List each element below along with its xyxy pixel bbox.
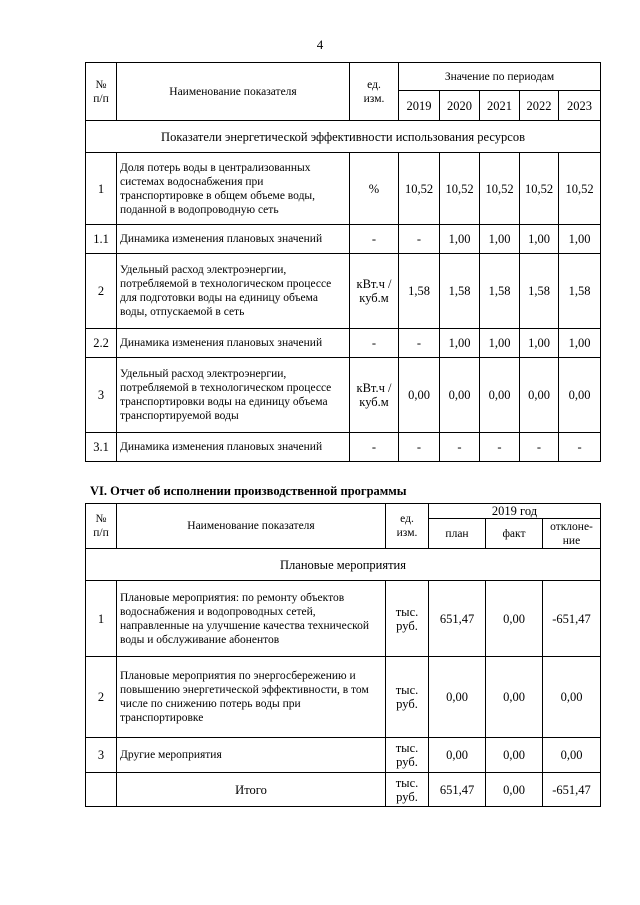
table-header-row xyxy=(86,63,601,91)
row-value: 1,58 xyxy=(559,254,601,329)
column-header-name: Наименование показателя xyxy=(117,504,386,549)
section-title-cell: Показатели энергетической эффективности использования ресурсов xyxy=(86,121,601,153)
total-number xyxy=(86,773,117,807)
row-unit: - xyxy=(350,225,399,254)
table-header-row xyxy=(86,504,601,519)
table-row xyxy=(86,657,601,738)
row-number: 3 xyxy=(86,358,117,433)
row-value: - xyxy=(559,433,601,462)
row-plan: 0,00 xyxy=(429,738,486,773)
row-value: - xyxy=(399,225,440,254)
production-program-report-table xyxy=(85,503,601,807)
row-name: Удельный расход электроэнергии, потребляемой в технологическом процессе транспортировки воды на единицу объема транспортируемой воды xyxy=(117,358,350,433)
column-header-unit: ед. изм. xyxy=(386,504,429,549)
row-value: - xyxy=(480,433,520,462)
column-header-year: 2019 год xyxy=(429,504,601,519)
row-value: 1,00 xyxy=(440,329,480,358)
table-row xyxy=(86,358,601,433)
row-value: 1,58 xyxy=(399,254,440,329)
row-value: 1,00 xyxy=(480,225,520,254)
row-number: 1.1 xyxy=(86,225,117,254)
row-plan: 0,00 xyxy=(429,657,486,738)
row-value: 10,52 xyxy=(520,153,559,225)
row-plan: 651,47 xyxy=(429,581,486,657)
row-name: Динамика изменения плановых значений xyxy=(117,329,350,358)
total-deviation: -651,47 xyxy=(543,773,601,807)
row-unit: - xyxy=(350,329,399,358)
column-header-year: 2021 xyxy=(480,91,520,121)
energy-efficiency-table xyxy=(85,62,601,462)
row-unit: тыс. руб. xyxy=(386,657,429,738)
row-number: 2.2 xyxy=(86,329,117,358)
row-value: 1,00 xyxy=(520,225,559,254)
column-header-num: № п/п xyxy=(86,63,117,121)
row-value: 0,00 xyxy=(520,358,559,433)
row-value: 10,52 xyxy=(440,153,480,225)
row-unit: % xyxy=(350,153,399,225)
row-value: - xyxy=(399,329,440,358)
row-fact: 0,00 xyxy=(486,738,543,773)
total-fact: 0,00 xyxy=(486,773,543,807)
row-unit: тыс. руб. xyxy=(386,581,429,657)
row-number: 1 xyxy=(86,153,117,225)
row-value: 0,00 xyxy=(440,358,480,433)
section-title-cell: Плановые мероприятия xyxy=(86,549,601,581)
row-deviation: 0,00 xyxy=(543,738,601,773)
row-number: 3 xyxy=(86,738,117,773)
row-value: 10,52 xyxy=(399,153,440,225)
table-row xyxy=(86,329,601,358)
total-unit: тыс. руб. xyxy=(386,773,429,807)
row-value: - xyxy=(440,433,480,462)
table-row xyxy=(86,581,601,657)
column-header-year: 2019 xyxy=(399,91,440,121)
row-unit: кВт.ч / куб.м xyxy=(350,254,399,329)
row-name: Динамика изменения плановых значений xyxy=(117,225,350,254)
column-header-plan: план xyxy=(429,519,486,549)
column-header-periods: Значение по периодам xyxy=(399,63,601,91)
column-header-name: Наименование показателя xyxy=(117,63,350,121)
row-value: 0,00 xyxy=(399,358,440,433)
column-header-year: 2023 xyxy=(559,91,601,121)
column-header-num: № п/п xyxy=(86,504,117,549)
section-vi-title: VI. Отчет об исполнении производственной программы xyxy=(90,484,407,498)
row-value: 10,52 xyxy=(480,153,520,225)
row-name: Плановые мероприятия по энергосбережению и повышению энергетической эффективности, в том числе по снижению потерь воды при транспортировке xyxy=(117,657,386,738)
table-row xyxy=(86,738,601,773)
row-value: 1,00 xyxy=(480,329,520,358)
column-header-deviation: отклоне- ние xyxy=(543,519,601,549)
row-value: 1,58 xyxy=(520,254,559,329)
table-row xyxy=(86,254,601,329)
column-header-year: 2022 xyxy=(520,91,559,121)
row-number: 3.1 xyxy=(86,433,117,462)
column-header-year: 2020 xyxy=(440,91,480,121)
row-name: Динамика изменения плановых значений xyxy=(117,433,350,462)
total-row xyxy=(86,773,601,807)
table-row xyxy=(86,225,601,254)
row-number: 1 xyxy=(86,581,117,657)
section-row xyxy=(86,121,601,153)
row-unit: кВт.ч / куб.м xyxy=(350,358,399,433)
row-value: 1,00 xyxy=(520,329,559,358)
page-number: 4 xyxy=(316,37,324,52)
row-number: 2 xyxy=(86,254,117,329)
section-row xyxy=(86,549,601,581)
row-value: 0,00 xyxy=(559,358,601,433)
column-header-fact: факт xyxy=(486,519,543,549)
row-value: - xyxy=(520,433,559,462)
row-name: Другие мероприятия xyxy=(117,738,386,773)
total-name: Итого xyxy=(117,773,386,807)
row-unit: - xyxy=(350,433,399,462)
row-fact: 0,00 xyxy=(486,657,543,738)
table-row xyxy=(86,153,601,225)
row-value: 1,00 xyxy=(440,225,480,254)
row-fact: 0,00 xyxy=(486,581,543,657)
row-value: 0,00 xyxy=(480,358,520,433)
row-deviation: -651,47 xyxy=(543,581,601,657)
row-value: - xyxy=(399,433,440,462)
row-value: 1,58 xyxy=(480,254,520,329)
row-name: Удельный расход электроэнергии, потребляемой в технологическом процессе для подготовки воды на единицу объема воды, отпускаемой в сеть xyxy=(117,254,350,329)
row-deviation: 0,00 xyxy=(543,657,601,738)
row-value: 10,52 xyxy=(559,153,601,225)
row-value: 1,00 xyxy=(559,225,601,254)
row-unit: тыс. руб. xyxy=(386,738,429,773)
row-number: 2 xyxy=(86,657,117,738)
row-value: 1,58 xyxy=(440,254,480,329)
row-name: Доля потерь воды в централизованных системах водоснабжения при транспортировке в общем объеме воды, поданной в водопроводную сеть xyxy=(117,153,350,225)
column-header-unit: ед. изм. xyxy=(350,63,399,121)
row-value: 1,00 xyxy=(559,329,601,358)
row-name: Плановые мероприятия: по ремонту объектов водоснабжения и водопроводных сетей, направленные на улучшение качества технической воды и обслуживание абонентов xyxy=(117,581,386,657)
total-plan: 651,47 xyxy=(429,773,486,807)
table-row xyxy=(86,433,601,462)
